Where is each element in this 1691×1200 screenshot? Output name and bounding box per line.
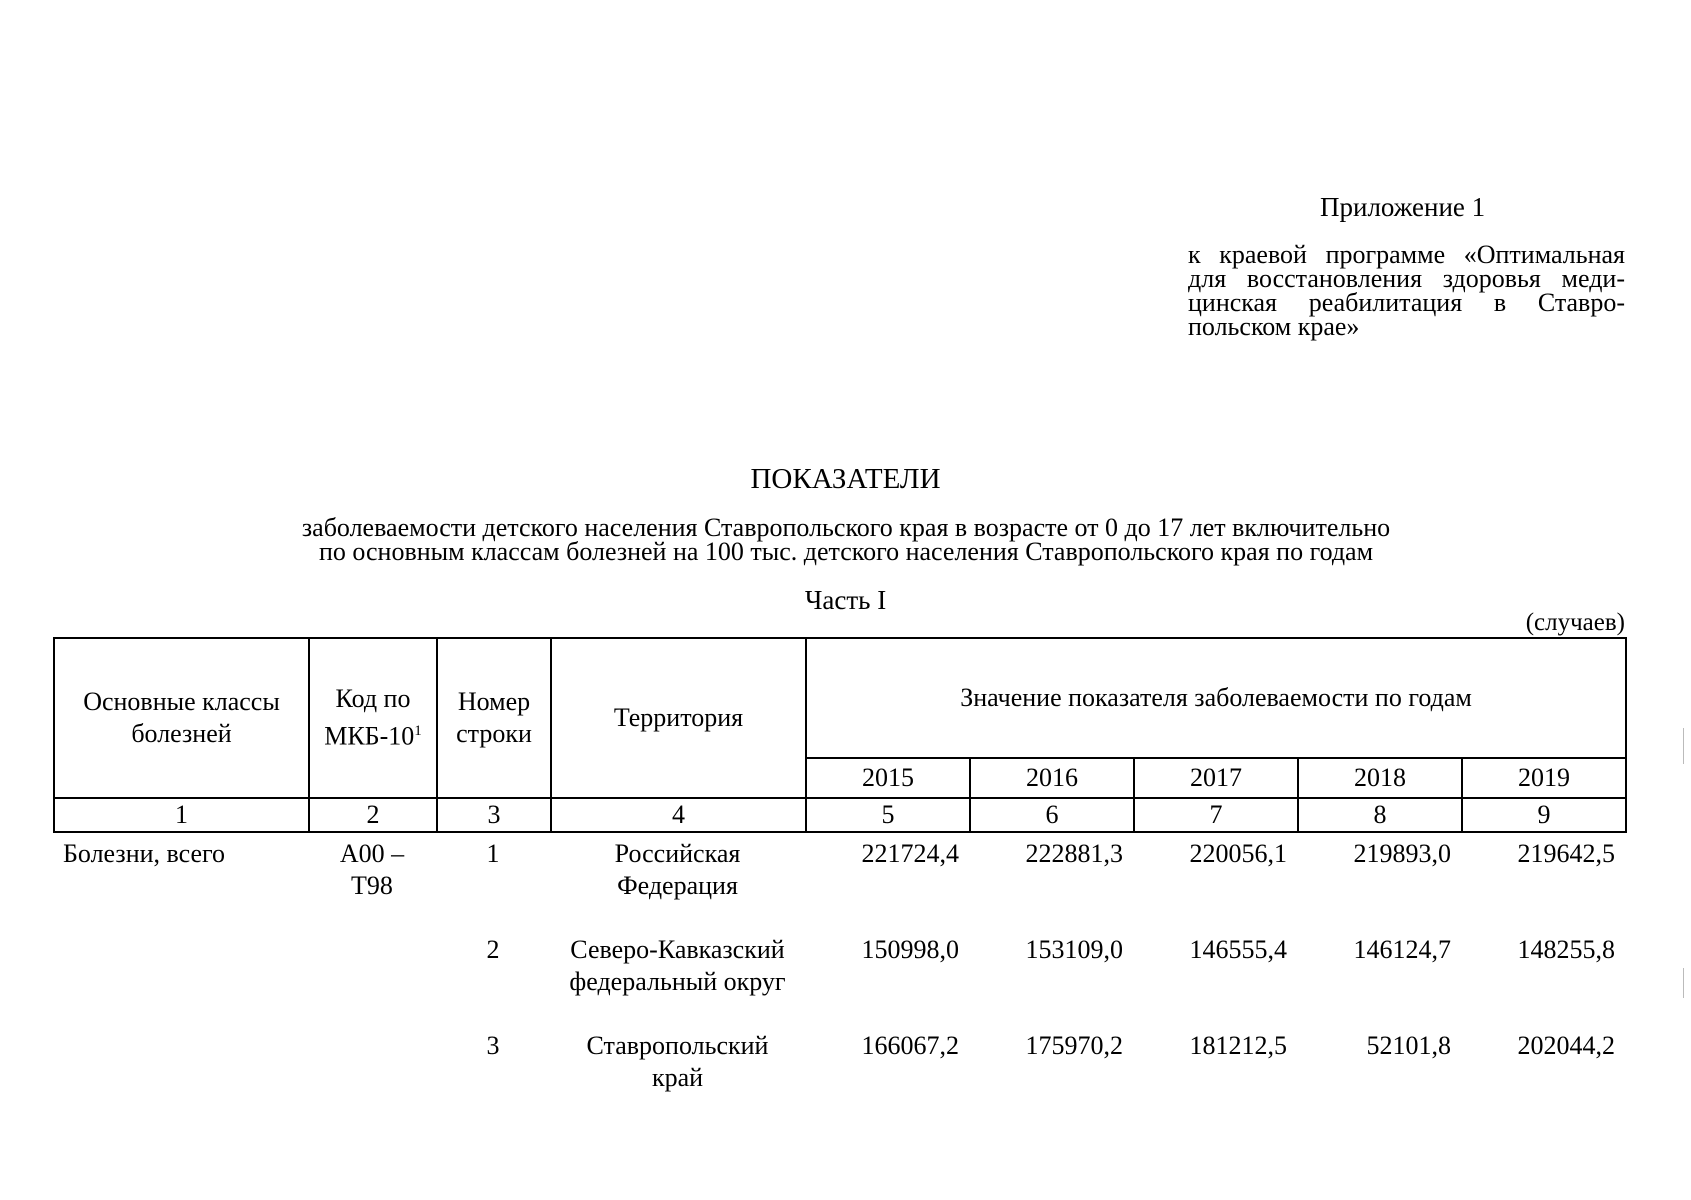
document-subtitle (236, 513, 1456, 566)
scan-margin-mark (1683, 968, 1684, 998)
column-number: 5 (806, 798, 970, 832)
row-value: 166067,2 (861, 1031, 959, 1060)
row-disease-class (53, 1030, 308, 1126)
header-icd-code-line-2: МКБ-10 (324, 721, 415, 751)
row-value: 221724,4 (861, 839, 959, 868)
row-number: 2 (486, 935, 500, 964)
column-number: 9 (1462, 798, 1626, 832)
document-subtitle-line-1: заболеваемости детского населения Ставропольского края в возрасте от 0 до 17 лет включительно (301, 513, 1391, 542)
column-number: 3 (437, 798, 551, 832)
row-value: 52101,8 (1366, 1031, 1451, 1060)
row-value: 146555,4 (1189, 935, 1287, 964)
row-value: 181212,5 (1189, 1031, 1287, 1060)
row-territory: Ставропольский край (586, 1031, 769, 1092)
row-value: 153109,0 (1025, 935, 1123, 964)
row-value: 175970,2 (1025, 1031, 1123, 1060)
row-value: 222881,3 (1025, 839, 1123, 868)
appendix-title: Приложение 1 (1320, 192, 1486, 222)
document-title: ПОКАЗАТЕЛИ (750, 463, 941, 495)
scan-margin-mark (1683, 728, 1684, 764)
row-icd-code (308, 1030, 436, 1126)
table-row (53, 1030, 1625, 1126)
header-year: 2018 (1298, 758, 1462, 798)
header-icd-code-line-1: Код по (335, 684, 411, 714)
column-number: 2 (309, 798, 437, 832)
header-territory: Территория (551, 638, 806, 798)
row-icd-code (308, 934, 436, 1030)
column-number: 6 (970, 798, 1134, 832)
header-year: 2019 (1462, 758, 1626, 798)
table-row (53, 934, 1625, 1030)
indicator-table-header (53, 637, 1627, 833)
row-territory: Российская Федерация (614, 839, 741, 900)
column-number: 1 (54, 798, 309, 832)
document-subtitle-line-2: по основным классам болезней на 100 тыс. детского населения Ставропольского края по годам (318, 537, 1374, 566)
column-number: 8 (1298, 798, 1462, 832)
header-icd-code (309, 638, 437, 798)
row-value: 220056,1 (1189, 839, 1287, 868)
header-year: 2016 (970, 758, 1134, 798)
row-value: 150998,0 (861, 935, 959, 964)
column-number: 4 (551, 798, 806, 832)
row-value: 202044,2 (1517, 1031, 1615, 1060)
row-value: 219642,5 (1517, 839, 1615, 868)
row-disease-class: Болезни, всего (63, 839, 226, 868)
header-classes: Основные классы болезней (54, 638, 309, 798)
row-value: 219893,0 (1353, 839, 1451, 868)
units-label: (случаев) (1525, 609, 1625, 636)
indicator-table-body (53, 838, 1625, 1126)
header-values-by-year: Значение показателя заболеваемости по годам (806, 638, 1626, 758)
appendix-text: к краевой программе «Оптимальная для восстановления здоровья меди-цинская реабилитация в Ставро-польском крае» (1188, 240, 1625, 341)
row-number: 3 (486, 1031, 500, 1060)
header-row-number: Номер строки (437, 638, 551, 798)
header-icd-code-footnote: 1 (414, 723, 422, 740)
row-territory: Северо-Кавказский федеральный округ (569, 935, 786, 996)
header-year: 2015 (806, 758, 970, 798)
row-value: 148255,8 (1517, 935, 1615, 964)
part-label: Часть I (804, 585, 887, 615)
row-number: 1 (486, 839, 500, 868)
row-value: 146124,7 (1353, 935, 1451, 964)
row-disease-class (53, 934, 308, 1030)
header-year: 2017 (1134, 758, 1298, 798)
column-number: 7 (1134, 798, 1298, 832)
row-icd-code: А00 – Т98 (339, 839, 405, 900)
table-row (53, 838, 1625, 934)
